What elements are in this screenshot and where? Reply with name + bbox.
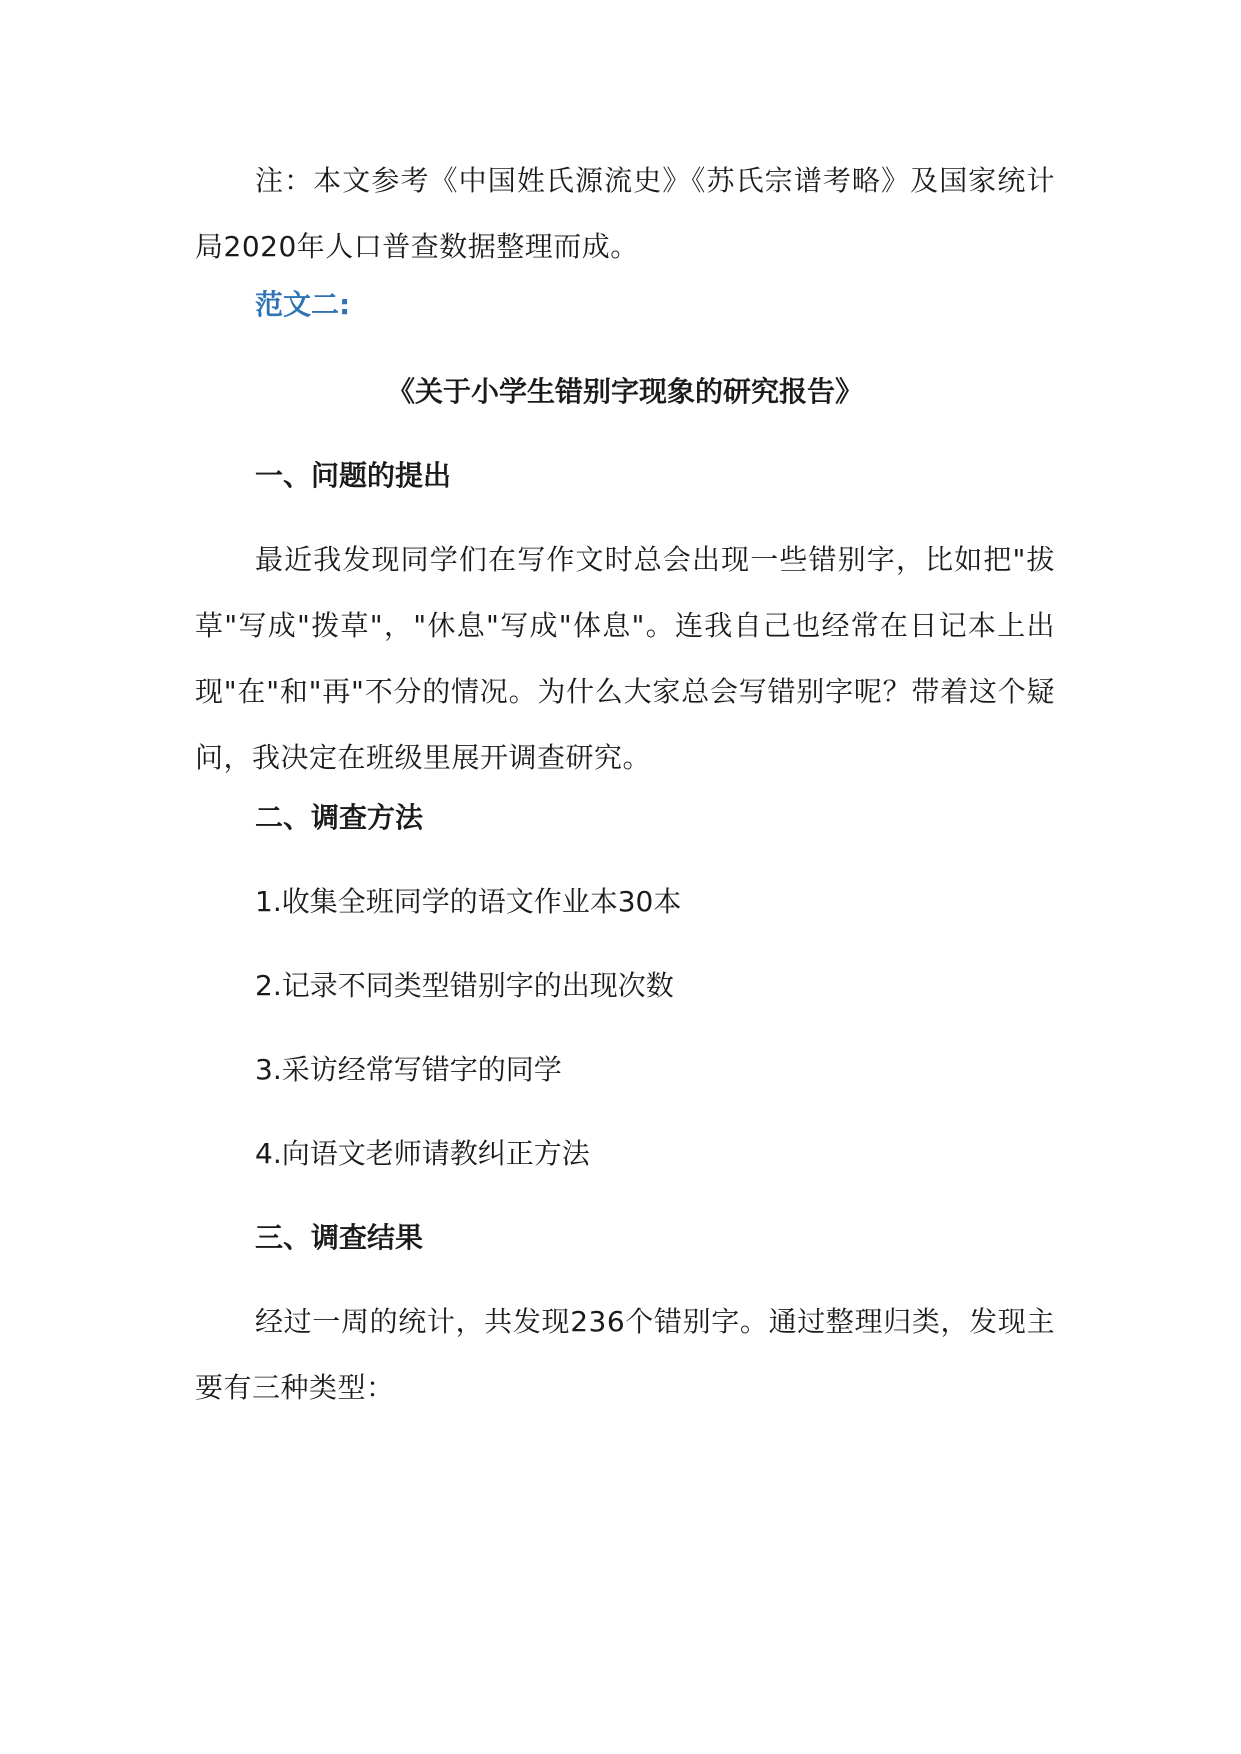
section-body-problem: 最近我发现同学们在写作文时总会出现一些错别字，比如把"拔草"写成"拨草"，"休息"写成"体息"。连我自己也经常在日记本上出现"在"和"再"不分的情况。为什么大家总会写错别字呢？带着这个疑问，我决定在班级里展开调查研究。 — [195, 543, 1055, 774]
report-title: 《关于小学生错别字现象的研究报告》 — [386, 375, 863, 408]
section-heading-results: 三、调查结果 — [255, 1221, 424, 1254]
method-item: 3.采访经常写错字的同学 — [255, 1053, 562, 1086]
section-heading-problem: 一、问题的提出 — [255, 459, 452, 492]
section-heading-method: 二、调查方法 — [255, 801, 424, 834]
section-body-results: 经过一周的统计，共发现236个错别字。通过整理归类，发现主要有三种类型： — [195, 1305, 1055, 1404]
method-item: 2.记录不同类型错别字的出现次数 — [255, 969, 674, 1002]
method-item: 4.向语文老师请教纠正方法 — [255, 1137, 590, 1170]
method-item: 1.收集全班同学的语文作业本30本 — [255, 885, 682, 918]
sample-label: 范文二: — [255, 288, 351, 321]
reference-note: 注：本文参考《中国姓氏源流史》《苏氏宗谱考略》及国家统计局2020年人口普查数据整理而成。 — [195, 164, 1055, 263]
